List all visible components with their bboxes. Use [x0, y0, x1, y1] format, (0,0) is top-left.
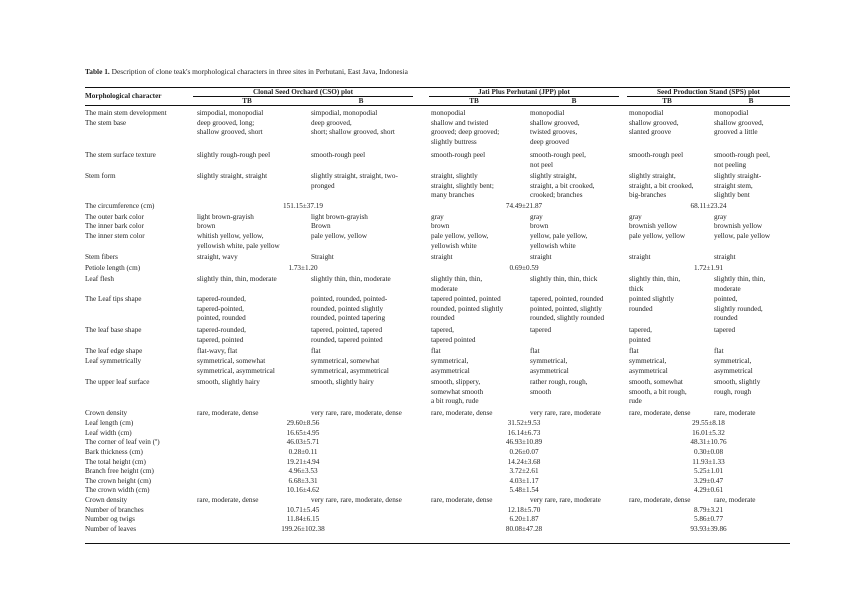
header-group-jpp: Jati Plus Perhutani (JPP) plot	[478, 88, 570, 96]
cell-jpp-b: smooth-rough peel,	[530, 151, 586, 159]
cell-sps-tb: rare, moderate, dense	[629, 408, 691, 417]
cell-sps-value: 8.79±3.21	[693, 505, 724, 514]
cell-sps-tb: gray	[629, 212, 642, 221]
cell-sps-b: smooth, slightly	[714, 378, 761, 386]
cell-cso-tb: pointed, rounded	[197, 314, 246, 323]
cell-jpp-tb: straight	[431, 253, 453, 261]
cell-sps-tb: tapered,	[629, 326, 652, 334]
cell-jpp-value: 31.52±9.53	[507, 419, 541, 427]
cell-sps-tb: pointed slightly	[629, 295, 674, 303]
cell-cso-value: 1.73±1.20	[288, 264, 318, 272]
cell-cso-b: simpodial, monopodial	[311, 109, 378, 117]
cell-jpp-value: 5.48±1.54	[509, 486, 539, 494]
cell-jpp-value: 0.26±0.07	[509, 448, 539, 456]
cell-cso-tb: smooth, slightly hairy	[197, 378, 260, 386]
cell-sps-b: pointed,	[714, 295, 738, 303]
cell-jpp-value: 4.03±1.17	[509, 476, 539, 485]
cell-sps-b: moderate	[714, 284, 741, 293]
cell-sps-tb: slanted groove	[629, 128, 672, 137]
row-label: The Leaf tips shape	[85, 295, 142, 303]
cell-cso-tb: rare, moderate, dense	[197, 496, 259, 504]
cell-jpp-tb: smooth, slippery,	[431, 378, 481, 386]
cell-sps-tb: rare, moderate, dense	[629, 496, 691, 504]
cell-jpp-tb: brown	[431, 221, 450, 230]
table-caption	[85, 67, 408, 76]
header-sub-cso-b: B	[358, 96, 364, 105]
cell-jpp-tb: grooved; deep grooved;	[431, 128, 500, 137]
cell-jpp-b: rounded, slightly rounded	[530, 314, 605, 323]
cell-jpp-tb: tapered pointed, pointed	[431, 295, 501, 303]
row-label: Stem fibers	[85, 253, 118, 261]
cell-sps-b: gray	[714, 212, 727, 221]
cell-cso-tb: simpodial, monopodial	[197, 109, 264, 117]
cell-jpp-b: very rare, rare, moderate	[530, 496, 601, 504]
cell-cso-value: 19.21±4.94	[286, 457, 320, 466]
cell-cso-tb: whitish yellow, yellow,	[197, 232, 264, 240]
header-row-label: Morphological character	[85, 92, 162, 100]
cell-sps-value: 3.29±0.47	[693, 476, 724, 485]
cell-cso-b: pronged	[311, 181, 335, 190]
cell-sps-tb: straight	[629, 253, 651, 261]
cell-jpp-b: deep grooved	[530, 137, 569, 146]
cell-jpp-b: brown	[530, 221, 549, 230]
row-label: The crown width (cm)	[85, 486, 150, 494]
cell-sps-tb: big-branches	[629, 191, 667, 200]
cell-sps-b: rare, moderate	[714, 408, 756, 417]
cell-sps-b: straight stem,	[714, 181, 753, 190]
row-label: The stem base	[85, 118, 127, 127]
cell-jpp-b: smooth	[530, 387, 552, 396]
cell-jpp-tb: flat	[431, 346, 441, 355]
cell-jpp-b: flat	[530, 346, 540, 355]
cell-cso-value: 6.68±3.31	[288, 476, 318, 485]
cell-sps-b: tapered	[714, 326, 736, 334]
cell-jpp-tb: tapered,	[431, 326, 454, 334]
cell-jpp-tb: shallow and twisted	[431, 118, 489, 127]
cell-sps-tb: straight, a bit crooked,	[629, 181, 694, 190]
cell-sps-value: 1.72±1.91	[693, 264, 724, 272]
row-label: The outer bark color	[85, 212, 144, 221]
cell-jpp-tb: yellowish white	[431, 241, 477, 250]
cell-cso-b: Straight	[311, 253, 334, 261]
cell-cso-b: rounded, tapered pointed	[311, 335, 383, 344]
cell-sps-b: monopodial	[714, 109, 749, 117]
cell-cso-b: light brown-grayish	[311, 212, 368, 221]
cell-sps-tb: slightly thin, thin,	[629, 275, 681, 283]
cell-cso-value: 151.15±37.19	[283, 202, 323, 210]
table-caption-label: Table 1.	[85, 67, 110, 76]
header-sub-sps-tb: TB	[662, 96, 672, 105]
cell-jpp-tb: asymmetrical	[431, 366, 470, 375]
cell-jpp-tb: straight, slightly bent;	[431, 181, 494, 190]
cell-jpp-b: tapered	[530, 326, 552, 334]
row-label: The circumference (cm)	[85, 202, 155, 210]
cell-cso-tb: tapered-pointed,	[197, 304, 244, 313]
cell-cso-b: slightly straight, straight, two-	[311, 172, 398, 180]
header-sub-jpp-b: B	[571, 96, 577, 105]
cell-jpp-b: twisted grooves,	[530, 128, 578, 137]
cell-cso-b: symmetrical, somewhat	[311, 357, 380, 365]
cell-cso-b: pale yellow, yellow	[311, 232, 368, 240]
cell-jpp-tb: slightly buttress	[431, 137, 477, 146]
cell-jpp-tb: rounded, pointed slightly	[431, 304, 504, 313]
header-sub-cso-tb: TB	[242, 96, 252, 105]
cell-cso-tb: symmetrical, asymmetrical	[197, 366, 275, 375]
cell-cso-b: smooth-rough peel	[311, 151, 366, 159]
cell-sps-b: brownish yellow	[714, 221, 763, 230]
cell-cso-value: 11.84±6.15	[286, 515, 320, 523]
cell-sps-b: shallow grooved,	[714, 118, 764, 127]
cell-jpp-b: gray	[530, 212, 543, 221]
cell-cso-b: rounded, pointed slightly	[311, 304, 384, 313]
cell-cso-tb: rare, moderate, dense	[197, 408, 259, 417]
row-label: Number og twigs	[85, 515, 135, 523]
cell-cso-b: deep grooved,	[311, 118, 352, 127]
row-label: The corner of leaf vein (º)	[85, 438, 160, 446]
cell-jpp-tb: rare, moderate, dense	[431, 408, 493, 417]
cell-sps-b: slightly rounded,	[714, 304, 763, 313]
cell-jpp-b: shallow grooved,	[530, 118, 580, 127]
row-label: Leaf flesh	[85, 275, 114, 283]
cell-cso-tb: straight, wavy	[197, 253, 238, 261]
cell-jpp-tb: straight, slightly	[431, 172, 478, 180]
cell-sps-value: 4.29±0.61	[693, 486, 724, 494]
cell-cso-b: flat	[311, 346, 321, 355]
cell-cso-value: 16.65±4.95	[286, 428, 320, 437]
cell-cso-tb: tapered, pointed	[197, 335, 244, 344]
cell-jpp-tb: somewhat smooth	[431, 387, 484, 396]
cell-sps-b: symmetrical,	[714, 357, 752, 365]
cell-cso-tb: tapered-rounded,	[197, 295, 246, 303]
cell-cso-value: 46.03±5.71	[286, 438, 320, 446]
cell-jpp-b: slightly straight,	[530, 172, 577, 180]
cell-jpp-b: rather rough, rough,	[530, 378, 588, 386]
cell-cso-b: very rare, rare, moderate, dense	[311, 408, 402, 417]
cell-jpp-tb: gray	[431, 212, 444, 221]
cell-cso-value: 4.96±3.53	[288, 467, 318, 475]
cell-sps-tb: smooth, a bit rough,	[629, 387, 687, 396]
cell-sps-tb: shallow grooved,	[629, 118, 679, 127]
row-label: The total height (cm)	[85, 457, 146, 466]
cell-cso-tb: symmetrical, somewhat	[197, 357, 266, 365]
cell-jpp-value: 16.14±6.73	[507, 428, 541, 437]
cell-cso-tb: brown	[197, 221, 216, 230]
cell-jpp-b: crooked; branches	[530, 191, 583, 200]
cell-sps-b: smooth-rough peel,	[714, 151, 770, 159]
header-sub-sps-b: B	[748, 96, 754, 105]
row-label: Petiole length (cm)	[85, 264, 141, 272]
cell-cso-b: smooth, slightly hairy	[311, 378, 374, 386]
cell-sps-value: 93.93±39.86	[690, 525, 727, 533]
cell-sps-b: slightly straight-	[714, 172, 762, 180]
row-label: The leaf edge shape	[85, 346, 143, 355]
table-caption-text: Description of clone teak's morphological characters in three sites in Perhutani, East Java, Indonesia	[109, 67, 408, 76]
header-sub-jpp-tb: TB	[469, 96, 479, 105]
cell-cso-b: pointed, rounded, pointed-	[311, 295, 388, 303]
row-label: Crown density	[85, 408, 128, 417]
cell-cso-b: rounded, pointed tapering	[311, 314, 386, 323]
cell-jpp-value: 74.49±21.87	[505, 202, 543, 210]
cell-sps-tb: pale yellow, yellow	[629, 232, 686, 240]
cell-jpp-tb: symmetrical,	[431, 357, 469, 365]
cell-sps-tb: asymmetrical	[629, 366, 668, 375]
cell-cso-value: 10.16±4.62	[286, 486, 320, 494]
cell-sps-b: rough, rough	[714, 387, 752, 396]
row-label: The leaf base shape	[85, 326, 142, 334]
cell-sps-tb: monopodial	[629, 109, 664, 117]
cell-jpp-b: not peel	[530, 160, 553, 169]
cell-sps-value: 0.30±0.08	[693, 448, 724, 456]
cell-sps-b: slightly bent	[714, 191, 750, 200]
cell-jpp-value: 46.93±10.89	[505, 438, 543, 446]
cell-jpp-tb: rounded	[431, 314, 455, 323]
cell-sps-tb: thick	[629, 284, 644, 293]
cell-jpp-value: 6.20±1.87	[509, 515, 539, 523]
cell-sps-value: 48.31±10.76	[690, 438, 727, 446]
cell-sps-value: 5.86±0.77	[693, 515, 724, 523]
cell-cso-b: slightly thin, thin, moderate	[311, 275, 391, 283]
cell-jpp-tb: slightly thin, thin,	[431, 275, 483, 283]
cell-jpp-tb: monopodial	[431, 109, 466, 117]
cell-sps-tb: pointed	[629, 335, 651, 344]
row-label: Leaf length (cm)	[85, 419, 134, 427]
cell-cso-tb: light brown-grayish	[197, 212, 254, 221]
cell-cso-tb: slightly straight, straight	[197, 172, 268, 180]
cell-jpp-b: yellow, pale yellow,	[530, 232, 588, 240]
row-label: The stem surface texture	[85, 151, 156, 159]
cell-jpp-tb: smooth-rough peel	[431, 151, 486, 159]
cell-jpp-b: symmetrical,	[530, 357, 568, 365]
row-label: Stem form	[85, 172, 116, 180]
cell-jpp-b: tapered, pointed, rounded	[530, 295, 604, 303]
cell-cso-value: 29.60±8.56	[286, 419, 320, 427]
cell-sps-b: rare, moderate	[714, 496, 756, 504]
cell-cso-tb: slightly rough-rough peel	[197, 151, 271, 159]
cell-jpp-b: monopodial	[530, 109, 565, 117]
cell-cso-b: short; shallow grooved, short	[311, 128, 395, 137]
row-label: Crown density	[85, 496, 128, 504]
cell-cso-value: 0.28±0.11	[288, 448, 318, 456]
cell-sps-b: asymmetrical	[714, 366, 753, 375]
row-label: Bark thickness (cm)	[85, 448, 143, 456]
cell-jpp-b: pointed, pointed, slightly	[530, 304, 602, 313]
row-label: Leaf width (cm)	[85, 428, 132, 437]
header-group-sps: Seed Production Stand (SPS) plot	[657, 88, 760, 96]
cell-jpp-b: asymmetrical	[530, 366, 569, 375]
cell-jpp-b: slightly thin, thin, thick	[530, 275, 598, 283]
cell-sps-b: slightly thin, thin,	[714, 275, 766, 283]
cell-jpp-tb: tapered pointed	[431, 335, 476, 344]
row-label: Branch free height (cm)	[85, 467, 154, 475]
cell-jpp-tb: moderate	[431, 284, 458, 293]
cell-jpp-tb: a bit rough, rude	[431, 397, 479, 406]
header-group-cso: Clonal Seed Orchard (CSO) plot	[252, 88, 354, 96]
cell-sps-b: grooved a little	[714, 128, 758, 137]
row-label: Leaf symmetrically	[85, 357, 142, 365]
cell-cso-tb: deep grooved, long;	[197, 118, 255, 127]
row-label: Number of leaves	[85, 525, 137, 533]
cell-sps-b: straight	[714, 253, 736, 261]
cell-cso-tb: flat-wavy, flat	[197, 346, 238, 355]
cell-sps-value: 68.11±23.24	[690, 202, 727, 210]
cell-cso-b: Brown	[311, 221, 331, 230]
cell-sps-value: 5.25±1.01	[693, 467, 724, 475]
cell-cso-tb: shallow grooved, short	[197, 128, 263, 137]
row-label: The main stem development	[85, 109, 167, 117]
cell-jpp-value: 0.69±0.59	[509, 264, 539, 272]
cell-cso-b: symmetrical, asymmetrical	[311, 366, 389, 375]
cell-sps-tb: slightly straight,	[629, 172, 676, 180]
cell-cso-tb: yellowish white, pale yellow	[197, 241, 280, 250]
cell-sps-tb: rounded	[629, 304, 653, 313]
row-label: Number of branches	[85, 505, 144, 514]
row-label: The inner bark color	[85, 221, 144, 230]
cell-jpp-b: very rare, rare, moderate	[530, 408, 601, 417]
cell-jpp-tb: many branches	[431, 191, 475, 200]
cell-jpp-value: 12.18±5.70	[507, 505, 541, 514]
row-label: The crown height (cm)	[85, 476, 152, 485]
cell-cso-tb: tapered-rounded,	[197, 326, 246, 334]
cell-cso-tb: slightly thin, thin, moderate	[197, 275, 277, 283]
cell-cso-b: tapered, pointed, tapered	[311, 326, 383, 334]
cell-sps-tb: smooth-rough peel	[629, 151, 684, 159]
header-bottom-rule	[85, 105, 790, 106]
cell-cso-value: 199.26±102.38	[281, 525, 325, 533]
cell-sps-tb: symmetrical,	[629, 357, 667, 365]
row-label: The inner stem color	[85, 232, 145, 240]
cell-sps-tb: smooth, somewhat	[629, 378, 683, 386]
cell-cso-value: 10.71±5.45	[286, 505, 320, 514]
cell-sps-tb: brownish yellow	[629, 221, 678, 230]
cell-jpp-value: 14.24±3.68	[507, 457, 541, 466]
bottom-rule	[85, 543, 790, 544]
cell-sps-b: yellow, pale yellow	[714, 232, 771, 240]
cell-jpp-tb: pale yellow, yellow,	[431, 232, 489, 240]
cell-sps-b: flat	[714, 346, 724, 355]
cell-sps-tb: flat	[629, 346, 639, 355]
cell-jpp-b: straight	[530, 253, 552, 261]
cell-jpp-value: 3.72±2.61	[509, 467, 539, 475]
cell-sps-b: not peeling	[714, 160, 747, 169]
cell-jpp-b: yellowish white	[530, 241, 576, 250]
cell-sps-tb: rude	[629, 397, 642, 406]
cell-sps-b: rounded	[714, 314, 738, 323]
cell-jpp-b: straight, a bit crooked,	[530, 181, 595, 190]
cell-sps-value: 11.93±1.33	[692, 457, 725, 466]
cell-jpp-tb: rare, moderate, dense	[431, 496, 493, 504]
cell-sps-value: 16.01±5.32	[692, 428, 725, 437]
cell-jpp-value: 80.08±47.28	[505, 525, 543, 533]
cell-cso-b: very rare, rare, moderate, dense	[311, 496, 402, 504]
cell-sps-value: 29.55±8.18	[692, 419, 725, 427]
row-label: The upper leaf surface	[85, 378, 150, 386]
